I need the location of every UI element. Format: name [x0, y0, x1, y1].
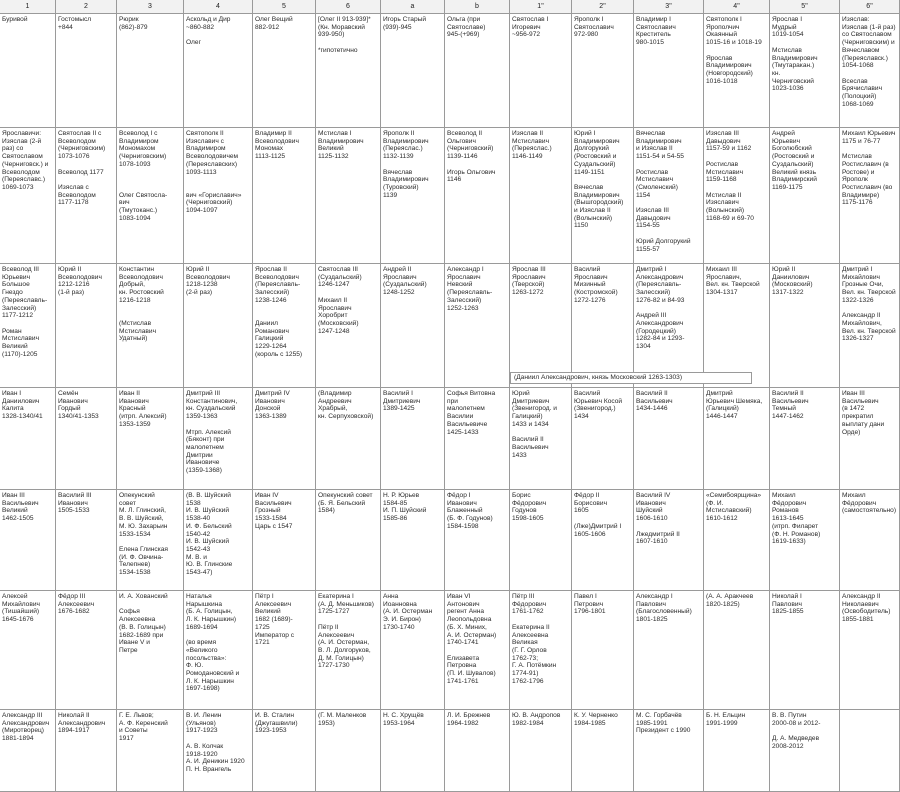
table-cell: [510, 490, 572, 591]
cell-text: (Владимир Андреевич Храбрый, кн. Серпуховской): [318, 390, 374, 421]
cell-text: Игорь Старый (939)-945: [383, 16, 427, 31]
table-cell: [381, 591, 445, 710]
cell-text: Гостомысл +844: [58, 16, 92, 31]
cell-text: Изяслав III Давыдович 1157-59 и 1162 Ростислав Мстиславич 1159-1168 Мстислав II Изяславич (Волынский) 1168-69 и 69-70: [706, 130, 754, 222]
cell-text: Юрий I Владимирович Долгорукий (Ростовский и Суздальский) 1149-1151 Вячеслав Владимирович (Вышгородский) и Изяслав II (Волынский) 1150: [574, 130, 624, 230]
cell-text: Фёдор III Алексеевич 1676-1682: [58, 593, 95, 616]
cell-text: Всеволод III Юрьевич Большое Гнездо (Переяславль- Залесский) 1177-1212 Роман Мстиславич Великий (1170)-1205: [2, 266, 48, 358]
cell-text: Александр I Павлович (Благословенный) 1801-1825: [636, 593, 692, 624]
cell-text: Б. Н. Ельцин 1991-1999: [706, 712, 746, 727]
table-cell: [316, 128, 381, 264]
table-cell: [510, 710, 572, 792]
cell-text: В. И. Ленин (Ульянов) 1917-1923 А. В. Колчак 1918-1920 А. И. Деникин 1920 П. Н. Врангель: [186, 712, 245, 773]
cell-text: Алексей Михайлович (Тишайший) 1645-1676: [2, 593, 40, 624]
cell-text: Ярополк II Владимирович (Переяслас.) 1132-1139 Вячеслав Владимирович (Туровский) 1139: [383, 130, 429, 199]
cell-text: Наталья Нарышкина (Б. А. Голицын, Л. К. Нарышкин) 1689-1694 (во время «Великого посольства»: Ф. Ю. Ромодановский и Л. К. Нарышкин 1697-1698): [186, 593, 240, 693]
cell-text: Ярослав II Всеволодович (Переяславль- Залесский) 1238-1246 Даниил Романович Галицкий 1229-1264 (король с 1255): [255, 266, 303, 358]
cell-text: К. У. Черненко 1984-1985: [574, 712, 618, 727]
table-cell: [0, 264, 56, 388]
table-cell: [840, 128, 900, 264]
cell-text: Святополк II Изяславич с Владимиром Всеволодовичем (Переяславских) 1093-1113 вич «Гориславич» (Черниговский) 1094-1097: [186, 130, 242, 215]
cell-text: Иван VI Антонович регент Анна Леопольдовна (Б. Х. Миних, А. И. Остерман) 1740-1741 Елизавета Петровна (П. И. Шувалов) 1741-1761: [447, 593, 497, 685]
column-header: 6": [840, 0, 900, 14]
cell-text: Дмитрий I Александрович (Переяславль- Залесский) 1276-82 и 84-93 Андрей III Александрович (Городецкий) 1282-84 и 1293- 1304: [636, 266, 685, 351]
table-cell: [840, 388, 900, 490]
table-cell: [634, 128, 704, 264]
table-cell: [770, 710, 840, 792]
table-cell: [572, 388, 634, 490]
cell-text: Святослав I Игоревич ~956-972: [512, 16, 549, 39]
cell-text: Юрий II Всеволодович 1212-1216 (1-й раз): [58, 266, 102, 297]
cell-text: Ярославичи: Изяслав (2-й раз) со Святославом (Черниговск.) и Всеволодом (Переяславс.) 1069-1073: [2, 130, 49, 191]
cell-text: Дмитрий IV Иванович Донской 1363-1389: [255, 390, 290, 421]
table-cell: [840, 14, 900, 128]
cell-text: Буривой: [2, 16, 28, 23]
table-cell: [704, 264, 770, 388]
cell-text: Дмитрий III Константинович, кн. Суздальский 1359-1363 Мтрп. Алексий (Бяконт) при малолетнем Дмитрии Ивановиче (1359-1368): [186, 390, 238, 475]
cell-text: Н. Р. Юрьев 1584-85 И. П. Шуйский 1585-86: [383, 492, 427, 523]
table-cell: [445, 710, 510, 792]
cell-text: Дмитрий Юрьевич Шемяка, (Галицкий) 1446-1447: [706, 390, 763, 421]
cell-text: Ольга (при Святославе) 945-(+969): [447, 16, 486, 39]
table-cell: [704, 388, 770, 490]
table-cell: [572, 128, 634, 264]
table-cell: [117, 710, 184, 792]
cell-text: Мстислав I Владимирович Великий 1125-1132: [318, 130, 364, 161]
table-cell: [840, 264, 900, 388]
table-cell: [634, 710, 704, 792]
cell-text: Святослав III (Суздальский) 1246-1247 Михаил II Ярославич Хоробрит (Московский) 1247-1248: [318, 266, 362, 335]
cell-text: Изяслав: Изяслав (1-й раз) со Святославом (Черниговским) и Вячеславом (Переяславск.) 1054-1068 Всеслав Брячиславич (Полоцкий) 1068-1069: [842, 16, 896, 108]
table-cell: [56, 591, 117, 710]
column-header: a: [381, 0, 445, 14]
cell-text: Борис Фёдорович Годунов 1598-1605: [512, 492, 547, 523]
cell-text: Иван III Васильевич (в 1472 прекратил выплату дани Орде): [842, 390, 885, 436]
table-cell: [56, 264, 117, 388]
table-cell: [770, 490, 840, 591]
table-cell: [704, 591, 770, 710]
cell-text: Олег Вещий 882-912: [255, 16, 293, 31]
table-cell: [510, 128, 572, 264]
cell-text: Всеволод II Ольгович (Черниговский) 1139-1146 Игорь Ольгович 1146: [447, 130, 496, 184]
table-cell: [0, 388, 56, 490]
table-cell: [117, 264, 184, 388]
column-header: 3": [634, 0, 704, 14]
cell-text: Василий Ярославич Мизинный (Костромской) 1272-1276: [574, 266, 618, 304]
cell-text: Анна Иоанновна (А. И. Остерман Э. И. Бирон) 1730-1740: [383, 593, 433, 631]
cell-text: «Семибоярщина» (Ф. И. Мстиславский) 1610-1612: [706, 492, 762, 523]
cell-text: Николай II Александрович 1894-1917: [58, 712, 106, 735]
cell-text: Рюрик (862)-879: [119, 16, 148, 31]
table-cell: [0, 490, 56, 591]
cell-text: Г. Е. Львов; А. Ф. Керенский и Советы 1917: [119, 712, 168, 743]
cell-text: Василий II Васильевич Темный 1447-1462: [772, 390, 809, 421]
cell-text: Михаил Фёдорович Романов 1613-1645 (итрп. Филарет (Ф. Н. Романов) 1619-1633): [772, 492, 821, 546]
cell-text: Пётр I Алексеевич Великий 1682 (1689)- 1725 Император с 1721: [255, 593, 295, 647]
table-cell: [381, 264, 445, 388]
table-cell: [316, 388, 381, 490]
cell-text: Михаил III Ярославич, Вел. кн. Тверской 1304-1317: [706, 266, 760, 297]
table-cell: [117, 128, 184, 264]
table-cell: [56, 14, 117, 128]
column-header: 4: [184, 0, 253, 14]
table-cell: [510, 14, 572, 128]
cell-text: Василий II Васильевич 1434-1446: [636, 390, 673, 413]
cell-text: Юрий II Всеволодович 1218-1238 (2-й раз): [186, 266, 230, 297]
table-cell: [184, 128, 253, 264]
cell-text: Фёдор II Борисович 1605 (Лже)Дмитрий I 1605-1606: [574, 492, 622, 538]
table-cell: [381, 128, 445, 264]
table-cell: [510, 388, 572, 490]
column-header: b: [445, 0, 510, 14]
table-cell: [0, 710, 56, 792]
table-cell: [510, 591, 572, 710]
cell-text: Василий Юрьевич Косой (Звенигород.) 1434: [574, 390, 623, 421]
table-cell: [704, 14, 770, 128]
cell-text: Ярополк I Святославич 972-980: [574, 16, 614, 39]
cell-text: Ярослав I Мудрый 1019-1054 Мстислав Владимирович (Тмутаракан.) кн. Черниговский 1023-1036: [772, 16, 818, 93]
table-cell: [0, 591, 56, 710]
table-cell: [445, 14, 510, 128]
cell-text: Николай I Павлович 1825-1855: [772, 593, 804, 616]
table-cell: [770, 128, 840, 264]
cell-text: (Г. М. Маленков 1953): [318, 712, 367, 727]
cell-text: И. А. Хованский Софья Алексеевна (В. В. Голицын) 1682-1689 при Иване V и Петре: [119, 593, 168, 654]
cell-text: Екатерина I (А. Д. Меньшиков) 1725-1727 Пётр II Алексеевич (А. И. Остерман, В. Л. Долгоруков, Д. М. Голицын) 1727-1730: [318, 593, 374, 670]
cell-text: М. С. Горбачёв 1985-1991 Президент с 1990: [636, 712, 691, 735]
table-cell: [572, 14, 634, 128]
table-cell: [634, 264, 704, 388]
cell-text: Андрей Юрьевич Боголюбский (Ростовский и Суздальский) Великий князь Владимирский 1169-1175: [772, 130, 817, 191]
table-cell: [770, 388, 840, 490]
cell-text: Василий I Дмитриевич 1389-1425: [383, 390, 421, 413]
cell-text: Юрий II Даниилович (Московский) 1317-1322: [772, 266, 813, 297]
cell-text: Александр III Александрович (Миротворец) 1881-1894: [2, 712, 50, 743]
table-cell: [381, 490, 445, 591]
cell-text: Александр I Ярославич Невский (Переяславль- Залесский) 1252-1263: [447, 266, 493, 312]
cell-text: Ярослав III Ярославич (Тверской) 1263-1272: [512, 266, 546, 297]
table-cell: [253, 388, 316, 490]
table-cell: [572, 591, 634, 710]
column-header: 2: [56, 0, 117, 14]
table-cell: [572, 264, 634, 388]
column-header: 2": [572, 0, 634, 14]
table-cell: [704, 710, 770, 792]
table-cell: [840, 710, 900, 792]
cell-text: Софья Витовна при малолетнем Василии Васильевиче 1425-1433: [447, 390, 496, 436]
table-cell: [770, 14, 840, 128]
table-cell: [253, 128, 316, 264]
cell-text: Дмитрий I Михайлович Грозные Очи, Вел. кн. Тверской 1322-1326 Александр II Михайлович, Вел. кн. Тверской 1326-1327: [842, 266, 896, 343]
table-cell: [445, 264, 510, 388]
table-cell: [381, 14, 445, 128]
table-cell: [0, 128, 56, 264]
cell-text: [Олег II 913-939]* (Кн. Моравский 939-950) *гипотетично: [318, 16, 371, 54]
cell-text: Семён Иванович Гордый 1340/41-1353: [58, 390, 99, 421]
spanning-note-daniil: (Даниил Александрович, князь Московский 1263-1303): [510, 372, 752, 384]
table-cell: [253, 490, 316, 591]
table-cell: [840, 591, 900, 710]
table-cell: [445, 128, 510, 264]
table-cell: [184, 490, 253, 591]
cell-text: Пётр III Фёдорович 1761-1762 Екатерина II Алексеевна Великая (Г. Г. Орлов 1762-73; Г. А. Потёмкин 1774-91) 1762-1796: [512, 593, 557, 685]
cell-text: Василий IV Иванович Шуйский 1606-1610 Лжедмитрий II 1607-1610: [636, 492, 680, 546]
table-cell: [316, 591, 381, 710]
cell-text: Опекунский совет М. Л. Глинский, В. В. Шуйский, М. Ю. Захарьин 1533-1534 Елена Глинская (И. Ф. Овчина- Телепнев) 1534-1538: [119, 492, 168, 577]
table-cell: [184, 14, 253, 128]
cell-text: Всеволод I с Владимиром Мономахом (Черниговским) 1078-1093 Олег Святосла- вич (Тмутоканс.) 1083-1094: [119, 130, 168, 222]
table-cell: [445, 388, 510, 490]
cell-text: Л. И. Брежнев 1964-1982: [447, 712, 491, 727]
column-header: 6: [316, 0, 381, 14]
column-header: 5: [253, 0, 316, 14]
column-header: 3: [117, 0, 184, 14]
table-cell: [381, 710, 445, 792]
table-cell: [316, 14, 381, 128]
cell-text: Павел I Петрович 1796-1801: [574, 593, 606, 616]
table-cell: [184, 264, 253, 388]
cell-text: Н. С. Хрущёв 1953-1964: [383, 712, 424, 727]
cell-text: Василий III Иванович 1505-1533: [58, 492, 92, 515]
table-cell: [316, 490, 381, 591]
cell-text: Михаил Юрьевич 1175 и 76-77 Мстислав Ростиславич (в Ростове) и Ярополк Ростиславич (во Владимире) 1175-1176: [842, 130, 896, 207]
table-cell: [634, 388, 704, 490]
cell-text: Изяслав II Мстиславич (Переяслас.) 1146-1149: [512, 130, 552, 161]
cell-text: (В. В. Шуйский 1538 И. В. Шуйский 1538-40 И. Ф. Бельский 1540-42 И. В. Шуйский 1542-43 М. В. и Ю. В. Глинские 1543-47): [186, 492, 233, 577]
cell-text: Владимир II Всеволодович Мономах 1113-1125: [255, 130, 299, 161]
table-cell: [0, 14, 56, 128]
table-cell: [770, 591, 840, 710]
table-cell: [117, 490, 184, 591]
table-cell: [117, 591, 184, 710]
table-cell: [316, 710, 381, 792]
table-cell: [445, 490, 510, 591]
table-cell: [704, 128, 770, 264]
table-cell: [253, 591, 316, 710]
cell-text: Юрий Дмитриевич (Звенигород. и Галицкий) 1433 и 1434 Василий II Васильевич 1433: [512, 390, 557, 459]
table-cell: [56, 490, 117, 591]
cell-text: Опекунский совет (Б. Я. Бельский 1584): [318, 492, 373, 515]
table-cell: [770, 264, 840, 388]
table-cell: [510, 264, 572, 388]
column-header: 1: [0, 0, 56, 14]
cell-text: Вячеслав Владимирович и Изяслав II 1151-54 и 54-55 Ростислав Мстиславич (Смоленский) 1154 Изяслав III Давыдович 1154-55 Юрий Долгорукий 1155-57: [636, 130, 691, 253]
table-cell: [572, 490, 634, 591]
cell-text: Михаил Фёдорович (самостоятельно): [842, 492, 897, 515]
table-cell: [56, 710, 117, 792]
table-cell: [253, 14, 316, 128]
cell-text: Константин Всеволодович Добрый, кн. Ростовский 1216-1218 (Мстислав Мстиславич Удатный): [119, 266, 164, 343]
table-cell: [184, 591, 253, 710]
cell-text: И. В. Сталин (Джугашвили) 1923-1953: [255, 712, 298, 735]
table-cell: [56, 388, 117, 490]
cell-text: Ю. В. Андропов 1982-1984: [512, 712, 561, 727]
table-cell: [253, 710, 316, 792]
table-cell: [117, 388, 184, 490]
cell-text: Святополк I Ярополчич Окаянный 1015-16 и 1018-19 Ярослав Владимирович (Новгородский) 1016-1018: [706, 16, 762, 85]
cell-text: Иван II Иванович Красный (итрп. Алексий) 1353-1359: [119, 390, 167, 428]
table-cell: [253, 264, 316, 388]
cell-text: Владимир I Святославич Креститель 980-1015: [636, 16, 676, 47]
table-cell: [56, 128, 117, 264]
cell-text: (А. А. Аракчеев 1820-1825): [706, 593, 754, 608]
cell-text: Иван I Даниилович Калита 1328-1340/41: [2, 390, 43, 421]
cell-text: Иван III Васильевич Великий 1462-1505: [2, 492, 39, 523]
table-cell: [445, 591, 510, 710]
cell-text: В. В. Путин 2000-08 и 2012- Д. А. Медведев 2008-2012: [772, 712, 821, 750]
cell-text: Фёдор I Иванович Блаженный (Б. Ф. Годунов) 1584-1598: [447, 492, 493, 530]
table-cell: [634, 490, 704, 591]
table-cell: [704, 490, 770, 591]
table-cell: [316, 264, 381, 388]
cell-text: Александр II Николаевич (Освободитель) 1855-1881: [842, 593, 891, 624]
table-cell: [184, 388, 253, 490]
cell-text: Святослав II с Всеволодом (Черниговским) 1073-1076 Всеволод 1177 Изяслав с Всеволодом 1177-1178: [58, 130, 106, 207]
cell-text: Аскольд и Дир ~860-882 Олег: [186, 16, 231, 47]
table-cell: [634, 14, 704, 128]
cell-text: Андрей II Ярославич (Суздальский) 1248-1252: [383, 266, 427, 297]
column-header: 4": [704, 0, 770, 14]
table-cell: [634, 591, 704, 710]
table-cell: [184, 710, 253, 792]
cell-text: Иван IV Васильевич Грозный 1533-1584 Царь с 1547: [255, 492, 293, 530]
table-cell: [840, 490, 900, 591]
column-header: 1": [510, 0, 572, 14]
table-cell: [381, 388, 445, 490]
table-cell: [572, 710, 634, 792]
column-header: 5": [770, 0, 840, 14]
table-cell: [117, 14, 184, 128]
